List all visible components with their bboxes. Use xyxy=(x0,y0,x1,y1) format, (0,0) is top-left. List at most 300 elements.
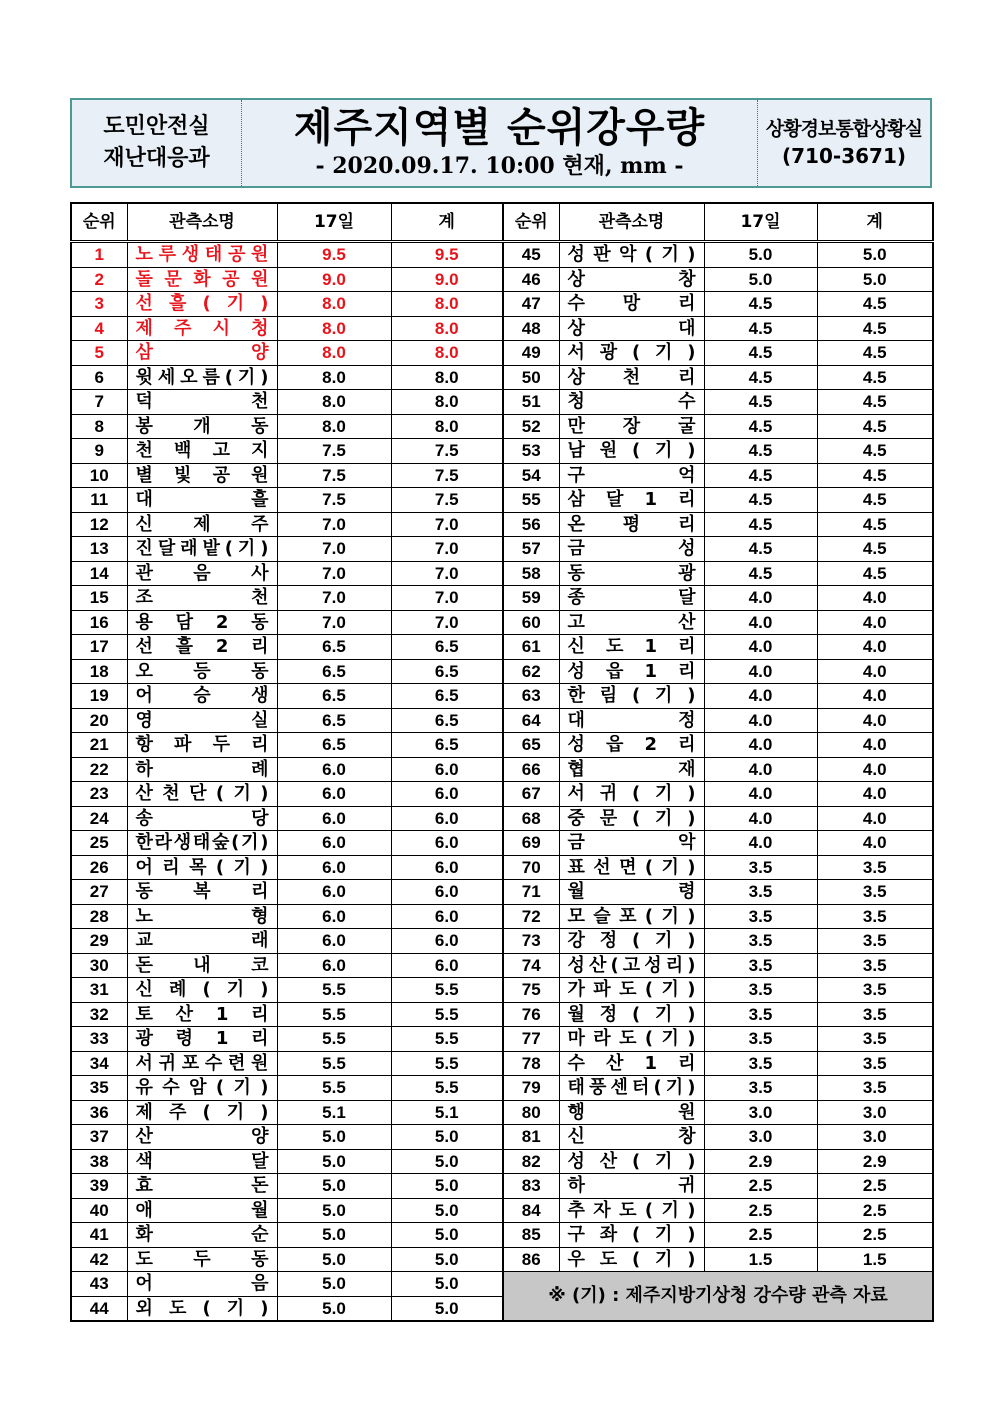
station-name xyxy=(559,904,704,929)
column-header-total: 계 xyxy=(817,203,933,242)
day-rainfall-cell: 4.0 xyxy=(704,635,817,660)
station-name-text: 윗 세 오 름 ( 기 ) xyxy=(135,366,269,388)
station-name-text: 관 음 사 xyxy=(135,562,269,584)
total-rainfall-cell: 3.5 xyxy=(817,953,933,978)
station-name xyxy=(127,1076,277,1101)
total-rainfall-cell: 9.0 xyxy=(391,267,503,292)
total-rainfall-cell: 5.5 xyxy=(391,1051,503,1076)
total-rainfall-cell: 4.5 xyxy=(817,512,933,537)
station-name-text: 마 라 도 ( 기 ) xyxy=(567,1028,696,1049)
station-name xyxy=(559,242,704,268)
total-rainfall-cell: 4.0 xyxy=(817,659,933,684)
station-name xyxy=(559,1174,704,1199)
rank-cell: 52 xyxy=(503,414,559,439)
table-row xyxy=(71,316,933,341)
day-rainfall-cell: 4.0 xyxy=(704,757,817,782)
station-name-text: 조 천 xyxy=(135,587,269,608)
day-rainfall-cell: 5.5 xyxy=(277,1076,391,1101)
day-rainfall-cell: 4.5 xyxy=(704,365,817,390)
station-name-text: 광 령 1 리 xyxy=(135,1028,269,1049)
total-rainfall-cell: 7.5 xyxy=(391,439,503,464)
station-name xyxy=(127,439,277,464)
day-rainfall-cell: 3.5 xyxy=(704,904,817,929)
table-row xyxy=(71,390,933,415)
total-rainfall-cell: 5.5 xyxy=(391,1002,503,1027)
station-name xyxy=(127,1051,277,1076)
station-name-text: 제 주 시 청 xyxy=(135,317,269,339)
table-row xyxy=(71,757,933,782)
day-rainfall-cell: 5.5 xyxy=(277,1051,391,1076)
rank-cell: 34 xyxy=(71,1051,127,1076)
station-name xyxy=(127,1198,277,1223)
rank-cell: 79 xyxy=(503,1076,559,1101)
total-rainfall-cell: 6.5 xyxy=(391,684,503,709)
station-name-text: 수 망 리 xyxy=(567,293,696,314)
day-rainfall-cell: 5.0 xyxy=(277,1296,391,1321)
total-rainfall-cell: 3.0 xyxy=(817,1100,933,1125)
station-name xyxy=(127,929,277,954)
station-name-text: 덕 천 xyxy=(135,391,269,412)
station-name-text: 대 흘 xyxy=(135,489,269,510)
station-name xyxy=(127,880,277,905)
station-name xyxy=(559,659,704,684)
station-name-text: 어 음 xyxy=(135,1273,269,1294)
station-name-text: 추 자 도 ( 기 ) xyxy=(567,1199,696,1221)
rank-cell: 28 xyxy=(71,904,127,929)
table-row xyxy=(71,733,933,758)
station-name xyxy=(559,267,704,292)
day-rainfall-cell: 7.0 xyxy=(277,537,391,562)
station-name xyxy=(559,439,704,464)
rank-cell: 69 xyxy=(503,831,559,856)
rank-cell: 11 xyxy=(71,488,127,513)
day-rainfall-cell: 4.5 xyxy=(704,316,817,341)
day-rainfall-cell: 8.0 xyxy=(277,292,391,317)
table-row xyxy=(71,512,933,537)
day-rainfall-cell: 9.5 xyxy=(277,242,391,268)
total-rainfall-cell: 4.0 xyxy=(817,635,933,660)
day-rainfall-cell: 4.0 xyxy=(704,684,817,709)
total-rainfall-cell: 3.5 xyxy=(817,1051,933,1076)
day-rainfall-cell: 4.5 xyxy=(704,292,817,317)
rank-cell: 67 xyxy=(503,782,559,807)
station-name xyxy=(127,512,277,537)
total-rainfall-cell: 7.0 xyxy=(391,586,503,611)
day-rainfall-cell: 2.9 xyxy=(704,1149,817,1174)
station-name-text: 산 천 단 ( 기 ) xyxy=(135,783,269,804)
station-name-text: 모 슬 포 ( 기 ) xyxy=(567,905,696,927)
station-name xyxy=(127,953,277,978)
rank-cell: 81 xyxy=(503,1125,559,1150)
total-rainfall-cell: 7.0 xyxy=(391,561,503,586)
station-name-text: 청 수 xyxy=(567,391,696,412)
station-name-text: 만 장 굴 xyxy=(567,415,696,437)
footnote: ※ (기) : 제주지방기상청 강수량 관측 자료 xyxy=(503,1272,933,1322)
total-rainfall-cell: 1.5 xyxy=(817,1247,933,1272)
rank-cell: 85 xyxy=(503,1223,559,1248)
station-name-text: 어 리 목 ( 기 ) xyxy=(135,856,269,878)
rank-cell: 32 xyxy=(71,1002,127,1027)
rank-cell: 53 xyxy=(503,439,559,464)
day-rainfall-cell: 5.0 xyxy=(704,267,817,292)
total-rainfall-cell: 4.0 xyxy=(817,708,933,733)
rank-cell: 44 xyxy=(71,1296,127,1321)
rank-cell: 38 xyxy=(71,1149,127,1174)
table-row xyxy=(71,953,933,978)
table-row xyxy=(71,782,933,807)
total-rainfall-cell: 8.0 xyxy=(391,341,503,366)
total-rainfall-cell: 7.5 xyxy=(391,488,503,513)
station-name-text: 화 순 xyxy=(135,1224,269,1245)
rank-cell: 72 xyxy=(503,904,559,929)
station-name-text: 한 림 ( 기 ) xyxy=(567,685,696,706)
day-rainfall-cell: 3.5 xyxy=(704,953,817,978)
total-rainfall-cell: 3.5 xyxy=(817,880,933,905)
station-name xyxy=(127,414,277,439)
station-name xyxy=(559,390,704,415)
table-row xyxy=(71,684,933,709)
station-name xyxy=(127,341,277,366)
table-row xyxy=(71,1198,933,1223)
day-rainfall-cell: 6.0 xyxy=(277,904,391,929)
total-rainfall-cell: 5.0 xyxy=(391,1247,503,1272)
station-name-text: 성 산 ( 고 성 리 ) xyxy=(567,954,696,976)
total-rainfall-cell: 5.0 xyxy=(391,1223,503,1248)
column-header-total: 계 xyxy=(391,203,503,242)
station-name-text: 우 도 ( 기 ) xyxy=(567,1248,696,1270)
day-rainfall-cell: 4.0 xyxy=(704,733,817,758)
station-name-text: 진 달 래 밭 ( 기 ) xyxy=(135,538,269,559)
rank-cell: 29 xyxy=(71,929,127,954)
total-rainfall-cell: 4.0 xyxy=(817,806,933,831)
column-header-rank: 순위 xyxy=(71,203,127,242)
total-rainfall-cell: 3.5 xyxy=(817,904,933,929)
rank-cell: 62 xyxy=(503,659,559,684)
table-row xyxy=(71,880,933,905)
station-name-text: 월 정 ( 기 ) xyxy=(567,1003,696,1025)
day-rainfall-cell: 6.5 xyxy=(277,659,391,684)
station-name xyxy=(127,463,277,488)
station-name xyxy=(559,708,704,733)
table-row xyxy=(71,659,933,684)
day-rainfall-cell: 4.5 xyxy=(704,414,817,439)
day-rainfall-cell: 5.0 xyxy=(277,1125,391,1150)
table-row xyxy=(71,463,933,488)
day-rainfall-cell: 4.5 xyxy=(704,488,817,513)
rank-cell: 17 xyxy=(71,635,127,660)
day-rainfall-cell: 4.5 xyxy=(704,390,817,415)
rank-cell: 5 xyxy=(71,341,127,366)
station-name xyxy=(559,488,704,513)
table-row xyxy=(71,831,933,856)
station-name xyxy=(559,610,704,635)
station-name-text: 돌 문 화 공 원 xyxy=(135,268,269,290)
station-name xyxy=(127,586,277,611)
rank-cell: 43 xyxy=(71,1272,127,1297)
station-name-text: 하 례 xyxy=(135,758,269,780)
rank-cell: 70 xyxy=(503,855,559,880)
station-name-text: 상 천 리 xyxy=(567,366,696,388)
total-rainfall-cell: 4.0 xyxy=(817,757,933,782)
rank-cell: 68 xyxy=(503,806,559,831)
rank-cell: 20 xyxy=(71,708,127,733)
station-name-text: 성 산 ( 기 ) xyxy=(567,1150,696,1172)
day-rainfall-cell: 5.0 xyxy=(704,242,817,268)
total-rainfall-cell: 4.5 xyxy=(817,439,933,464)
day-rainfall-cell: 3.5 xyxy=(704,855,817,880)
rank-cell: 59 xyxy=(503,586,559,611)
rank-cell: 63 xyxy=(503,684,559,709)
rank-cell: 30 xyxy=(71,953,127,978)
station-name xyxy=(559,316,704,341)
station-name-text: 별 빛 공 원 xyxy=(135,464,269,486)
station-name-text: 수 산 1 리 xyxy=(567,1052,696,1074)
total-rainfall-cell: 5.5 xyxy=(391,1076,503,1101)
day-rainfall-cell: 6.0 xyxy=(277,757,391,782)
rank-cell: 47 xyxy=(503,292,559,317)
table-row xyxy=(71,292,933,317)
table-row xyxy=(71,904,933,929)
total-rainfall-cell: 4.5 xyxy=(817,316,933,341)
rank-cell: 57 xyxy=(503,537,559,562)
total-rainfall-cell: 4.5 xyxy=(817,463,933,488)
station-name xyxy=(559,806,704,831)
station-name xyxy=(127,806,277,831)
total-rainfall-cell: 3.0 xyxy=(817,1125,933,1150)
total-rainfall-cell: 5.0 xyxy=(391,1125,503,1150)
total-rainfall-cell: 4.0 xyxy=(817,733,933,758)
station-name xyxy=(559,757,704,782)
station-name-text: 애 월 xyxy=(135,1199,269,1221)
total-rainfall-cell: 3.5 xyxy=(817,1027,933,1052)
day-rainfall-cell: 4.5 xyxy=(704,439,817,464)
rainfall-ranking-table xyxy=(70,202,934,1322)
day-rainfall-cell: 8.0 xyxy=(277,341,391,366)
station-name xyxy=(559,1223,704,1248)
station-name-text: 구 억 xyxy=(567,464,696,486)
day-rainfall-cell: 2.5 xyxy=(704,1198,817,1223)
station-name-text: 토 산 1 리 xyxy=(135,1003,269,1025)
table-row xyxy=(71,1027,933,1052)
rank-cell: 74 xyxy=(503,953,559,978)
total-rainfall-cell: 4.0 xyxy=(817,782,933,807)
rank-cell: 37 xyxy=(71,1125,127,1150)
total-rainfall-cell: 8.0 xyxy=(391,316,503,341)
column-header-rank: 순위 xyxy=(503,203,559,242)
station-name xyxy=(559,341,704,366)
rank-cell: 10 xyxy=(71,463,127,488)
station-name xyxy=(127,635,277,660)
station-name-text: 행 원 xyxy=(567,1101,696,1123)
station-name xyxy=(127,855,277,880)
day-rainfall-cell: 7.0 xyxy=(277,586,391,611)
station-name-text: 성 판 악 ( 기 ) xyxy=(567,244,696,265)
rank-cell: 58 xyxy=(503,561,559,586)
station-name-text: 서 귀 ( 기 ) xyxy=(567,783,696,804)
station-name-text: 산 양 xyxy=(135,1126,269,1147)
day-rainfall-cell: 6.0 xyxy=(277,929,391,954)
table-row xyxy=(71,610,933,635)
table-row xyxy=(71,267,933,292)
day-rainfall-cell: 6.0 xyxy=(277,855,391,880)
rank-cell: 77 xyxy=(503,1027,559,1052)
station-name-text: 돈 내 코 xyxy=(135,954,269,976)
total-rainfall-cell: 5.0 xyxy=(817,267,933,292)
station-name xyxy=(559,537,704,562)
station-name xyxy=(559,978,704,1003)
day-rainfall-cell: 7.5 xyxy=(277,439,391,464)
day-rainfall-cell: 5.5 xyxy=(277,978,391,1003)
table-row xyxy=(71,1223,933,1248)
table-row xyxy=(71,561,933,586)
station-name xyxy=(127,316,277,341)
day-rainfall-cell: 6.0 xyxy=(277,831,391,856)
rank-cell: 31 xyxy=(71,978,127,1003)
day-rainfall-cell: 3.5 xyxy=(704,1027,817,1052)
station-name xyxy=(127,978,277,1003)
station-name xyxy=(559,1100,704,1125)
day-rainfall-cell: 2.5 xyxy=(704,1223,817,1248)
table-row xyxy=(71,1051,933,1076)
rank-cell: 22 xyxy=(71,757,127,782)
rank-cell: 51 xyxy=(503,390,559,415)
rank-cell: 1 xyxy=(71,242,127,268)
station-name xyxy=(127,1174,277,1199)
station-name xyxy=(559,512,704,537)
day-rainfall-cell: 3.0 xyxy=(704,1125,817,1150)
station-name xyxy=(559,586,704,611)
station-name-text: 천 백 고 지 xyxy=(135,440,269,461)
day-rainfall-cell: 6.5 xyxy=(277,635,391,660)
table-row xyxy=(71,1272,933,1297)
total-rainfall-cell: 3.5 xyxy=(817,1076,933,1101)
total-rainfall-cell: 2.5 xyxy=(817,1223,933,1248)
station-name xyxy=(559,414,704,439)
station-name-text: 협 재 xyxy=(567,758,696,780)
station-name xyxy=(559,1149,704,1174)
station-name-text: 어 승 생 xyxy=(135,685,269,706)
day-rainfall-cell: 3.5 xyxy=(704,880,817,905)
column-header-day: 17일 xyxy=(704,203,817,242)
table-row xyxy=(71,1002,933,1027)
rank-cell: 6 xyxy=(71,365,127,390)
column-header-station: 관측소명 xyxy=(127,203,277,242)
table-row xyxy=(71,978,933,1003)
day-rainfall-cell: 1.5 xyxy=(704,1247,817,1272)
total-rainfall-cell: 4.5 xyxy=(817,341,933,366)
station-name xyxy=(127,242,277,268)
station-name-text: 도 두 동 xyxy=(135,1248,269,1270)
total-rainfall-cell: 6.0 xyxy=(391,953,503,978)
station-name xyxy=(127,1272,277,1297)
day-rainfall-cell: 5.0 xyxy=(277,1198,391,1223)
office-name: 상황경보통합상황실 xyxy=(765,118,923,140)
station-name xyxy=(127,1223,277,1248)
station-name-text: 항 파 두 리 xyxy=(135,734,269,755)
station-name xyxy=(127,1247,277,1272)
rank-cell: 46 xyxy=(503,267,559,292)
day-rainfall-cell: 4.0 xyxy=(704,806,817,831)
station-name xyxy=(559,1051,704,1076)
rank-cell: 66 xyxy=(503,757,559,782)
rank-cell: 15 xyxy=(71,586,127,611)
day-rainfall-cell: 2.5 xyxy=(704,1174,817,1199)
station-name-text: 중 문 ( 기 ) xyxy=(567,807,696,829)
station-name xyxy=(127,1100,277,1125)
station-name-text: 영 실 xyxy=(135,709,269,731)
total-rainfall-cell: 2.5 xyxy=(817,1174,933,1199)
day-rainfall-cell: 5.5 xyxy=(277,1002,391,1027)
day-rainfall-cell: 5.1 xyxy=(277,1100,391,1125)
station-name xyxy=(127,831,277,856)
station-name xyxy=(559,1076,704,1101)
total-rainfall-cell: 6.0 xyxy=(391,782,503,807)
total-rainfall-cell: 6.0 xyxy=(391,831,503,856)
total-rainfall-cell: 8.0 xyxy=(391,365,503,390)
total-rainfall-cell: 8.0 xyxy=(391,292,503,317)
rank-cell: 42 xyxy=(71,1247,127,1272)
total-rainfall-cell: 6.0 xyxy=(391,757,503,782)
station-name-text: 온 평 리 xyxy=(567,513,696,535)
station-name xyxy=(127,757,277,782)
rank-cell: 16 xyxy=(71,610,127,635)
day-rainfall-cell: 7.5 xyxy=(277,463,391,488)
division-name: 재난대응과 xyxy=(103,146,210,171)
day-rainfall-cell: 6.0 xyxy=(277,880,391,905)
station-name xyxy=(127,1296,277,1321)
day-rainfall-cell: 4.0 xyxy=(704,782,817,807)
rank-cell: 39 xyxy=(71,1174,127,1199)
rank-cell: 76 xyxy=(503,1002,559,1027)
table-row xyxy=(71,855,933,880)
rank-cell: 50 xyxy=(503,365,559,390)
station-name-text: 금 악 xyxy=(567,832,696,853)
day-rainfall-cell: 4.5 xyxy=(704,512,817,537)
station-name xyxy=(127,1149,277,1174)
day-rainfall-cell: 5.0 xyxy=(277,1174,391,1199)
rank-cell: 48 xyxy=(503,316,559,341)
day-rainfall-cell: 3.5 xyxy=(704,929,817,954)
total-rainfall-cell: 4.5 xyxy=(817,292,933,317)
station-name xyxy=(127,1002,277,1027)
station-name xyxy=(559,855,704,880)
department-box xyxy=(72,100,242,186)
day-rainfall-cell: 5.0 xyxy=(277,1223,391,1248)
rank-cell: 35 xyxy=(71,1076,127,1101)
total-rainfall-cell: 9.5 xyxy=(391,242,503,268)
station-name-text: 성 읍 1 리 xyxy=(567,660,696,682)
table-row xyxy=(71,537,933,562)
total-rainfall-cell: 5.1 xyxy=(391,1100,503,1125)
station-name-text: 동 복 리 xyxy=(135,881,269,902)
report-timestamp: - 2020.09.17. 10:00 현재, mm - xyxy=(315,153,684,179)
station-name xyxy=(127,292,277,317)
rank-cell: 55 xyxy=(503,488,559,513)
station-name xyxy=(127,390,277,415)
rank-cell: 78 xyxy=(503,1051,559,1076)
station-name xyxy=(127,561,277,586)
total-rainfall-cell: 5.0 xyxy=(391,1198,503,1223)
station-name xyxy=(127,904,277,929)
station-name xyxy=(559,1247,704,1272)
station-name xyxy=(559,880,704,905)
station-name-text: 금 성 xyxy=(567,538,696,559)
total-rainfall-cell: 6.5 xyxy=(391,659,503,684)
department-name: 도민안전실 xyxy=(103,114,210,139)
rank-cell: 82 xyxy=(503,1149,559,1174)
station-name xyxy=(127,267,277,292)
station-name xyxy=(559,782,704,807)
